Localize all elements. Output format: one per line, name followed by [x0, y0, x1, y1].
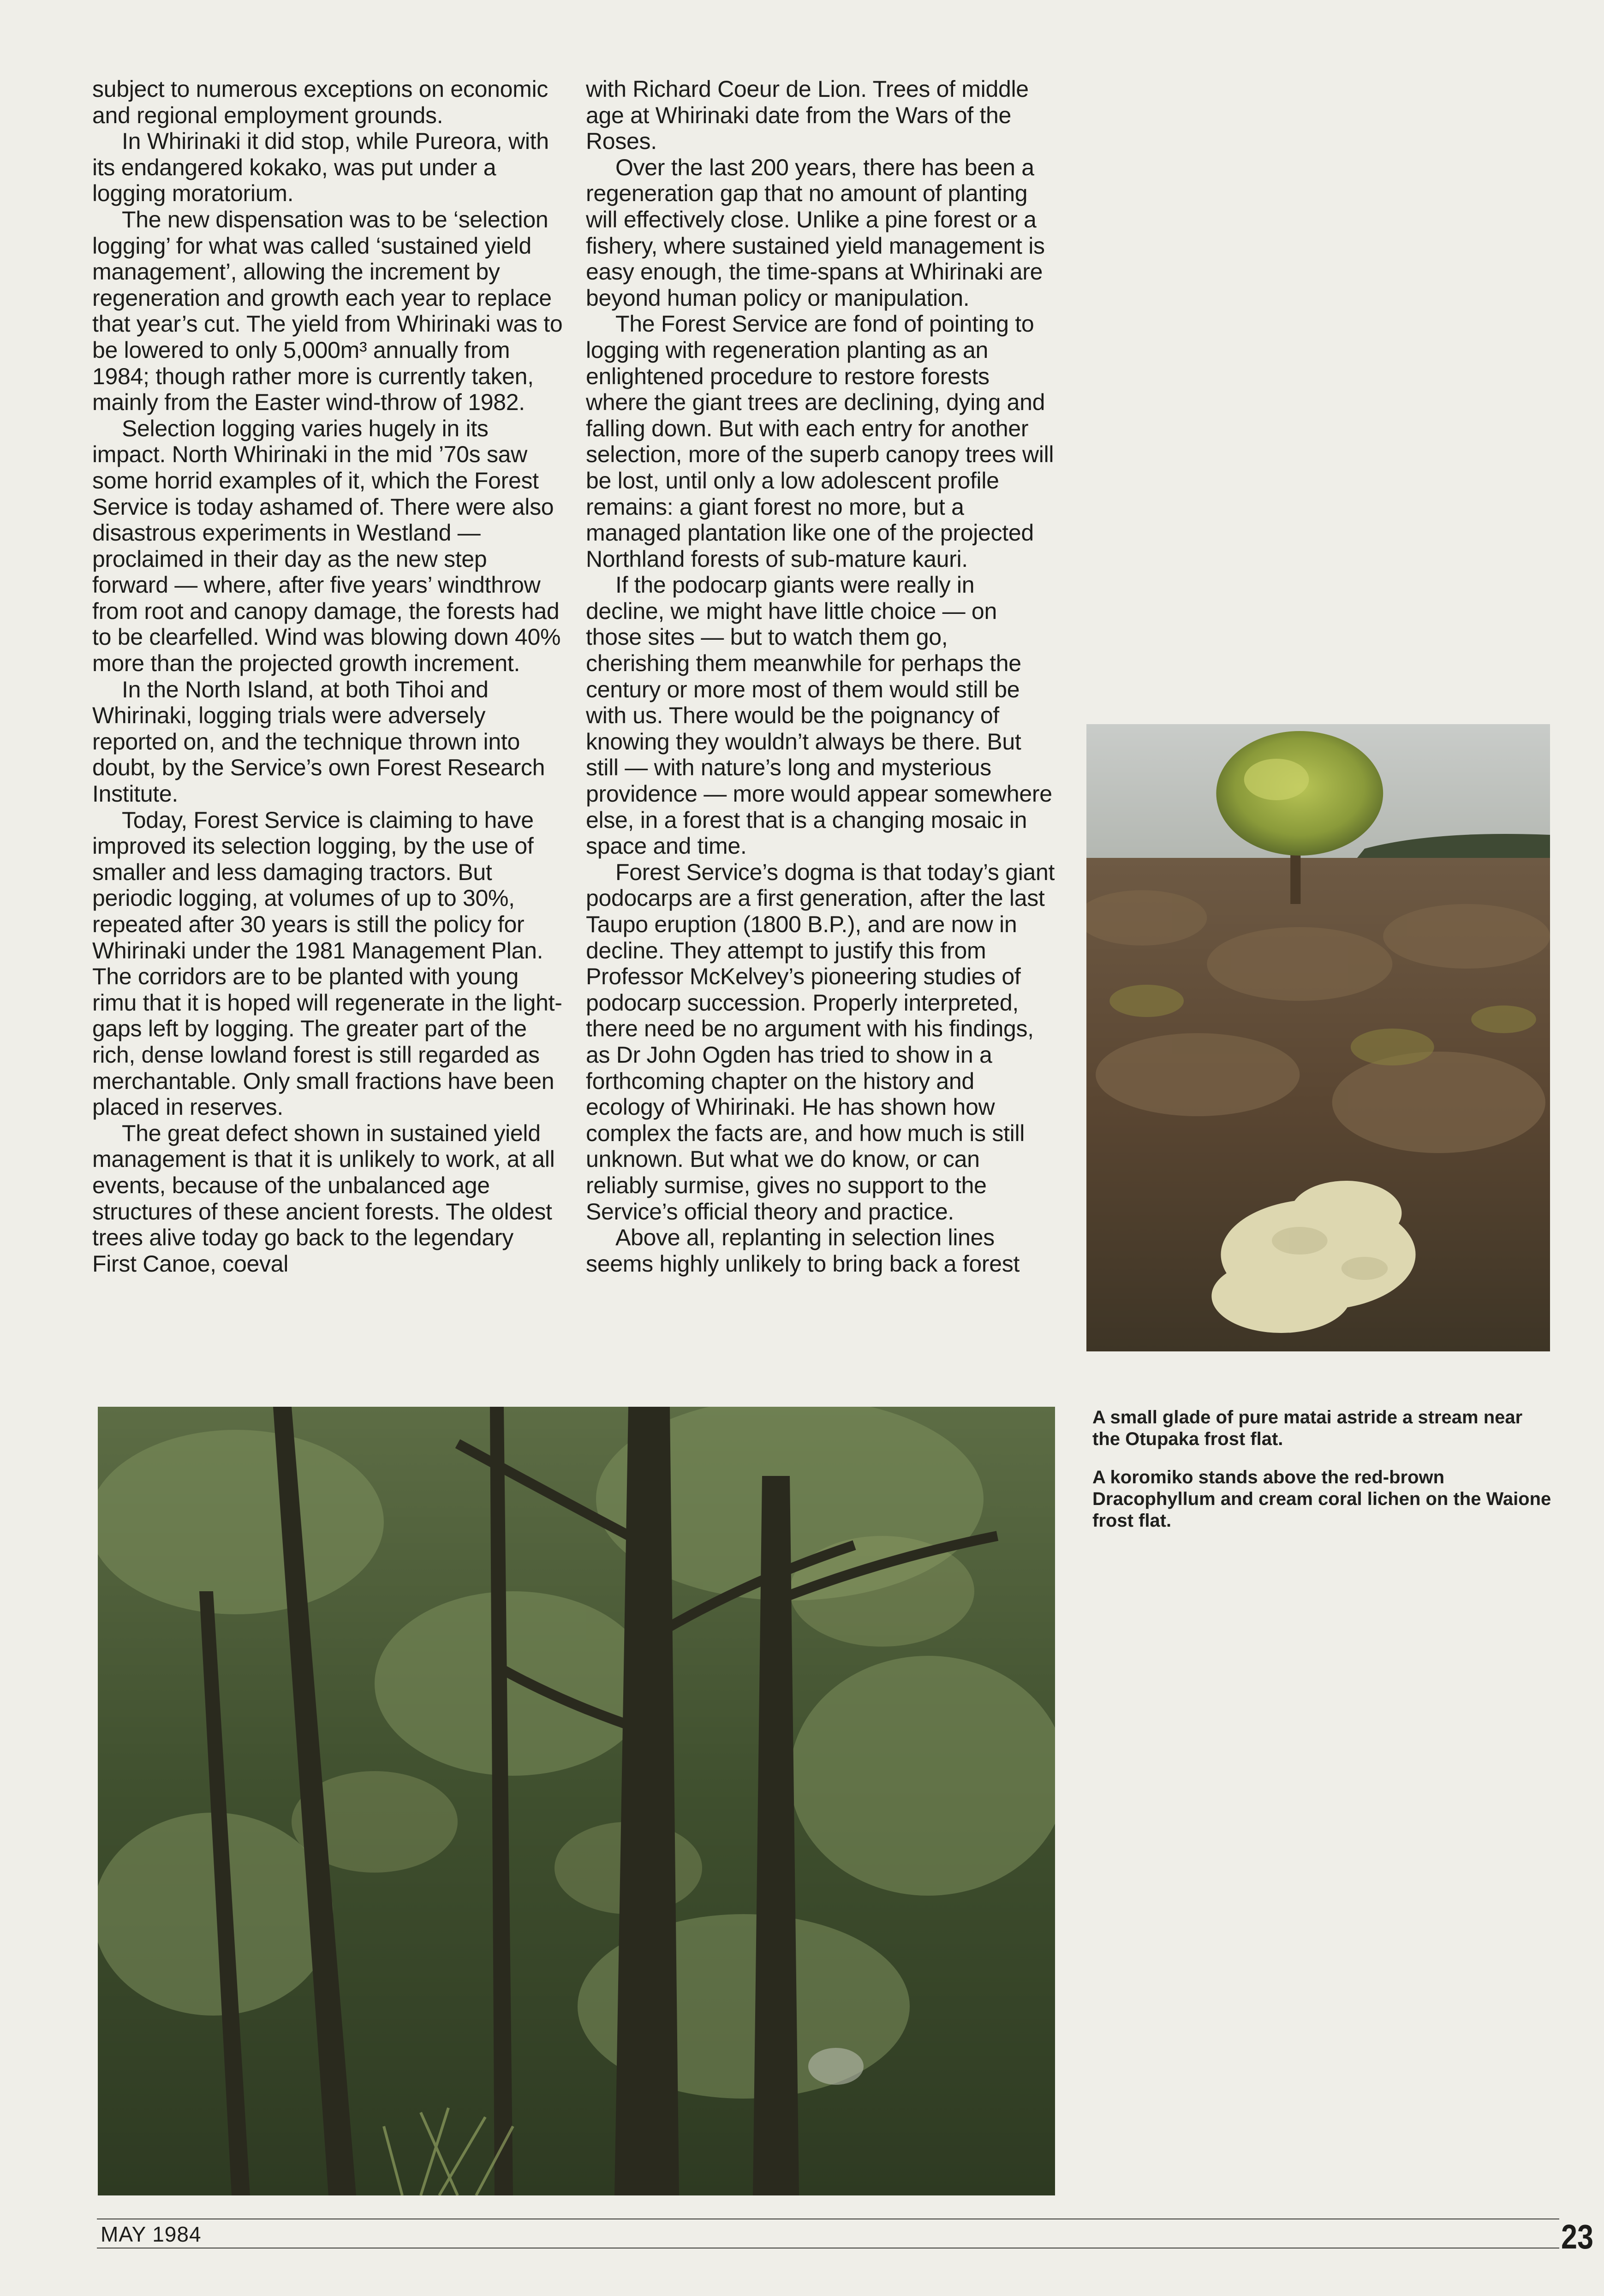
paragraph: In the North Island, at both Tihoi and Whirinaki, logging trials were adversely reported on, and the technique thrown into doubt, by the Service’s own Forest Research Institute. [92, 676, 545, 807]
paragraph: Above all, replanting in selection lines seems highly unlikely to bring back a forest [586, 1225, 1020, 1277]
paragraph: If the podocarp giants were really in decline, we might have little choice — on those sites — but to watch them go, cherishing them meanwhile for perhaps the century or more most of them would still be with us. There would be the poignancy of knowing they wouldn’t always be there. But still — with nature’s long and mysterious providence — more would appear somewhere else, in a forest that is a changing mosaic in space and time. [586, 572, 1052, 859]
matai-forest-photo [98, 1407, 1055, 2195]
caption-forest: A small glade of pure matai astride a stream near the Otupaka frost flat. [1092, 1407, 1523, 1449]
photo-captions [1092, 1407, 1554, 1548]
paragraph: Today, Forest Service is claiming to have improved its selection logging, by the use of smaller and less damaging tractors. But periodic logging, at volumes of up to 30%, repeated after 30 years is still the policy for Whirinaki under the 1981 Management Plan. The corridors are to be planted with young rimu that it is hoped will regenerate in the light-gaps left by logging. The greater part of the rich, dense lowland forest is still regarded as merchantable. Only small fractions have been placed in reserves. [92, 807, 562, 1120]
article-column-left [92, 76, 563, 1277]
article-column-middle [586, 76, 1056, 1277]
paragraph: Over the last 200 years, there has been a regeneration gap that no amount of planting will effectively close. Unlike a pine forest or a fishery, where sustained yield management is easy enough, the time-spans at Whirinaki are beyond human policy or manipulation. [586, 154, 1045, 311]
paragraph: The new dispensation was to be ‘selection logging’ for what was called ‘sustained yield management’, allowing the increment by regeneration and growth each year to replace that year’s cut. The yield from Whirinaki was to be lowered to only 5,000m³ annually from 1984; though rather more is currently taken, mainly from the Easter wind-throw of 1982. [92, 206, 563, 416]
paragraph: Forest Service’s dogma is that today’s giant podocarps are a first generation, after the last Taupo eruption (1800 B.P.), and are now in decline. They attempt to justify this from Professor McKelvey’s pioneering studies of podocarp succession. Properly interpreted, there need be no argument with his findings, as Dr John Ogden has tried to show in a forthcoming chapter on the history and ecology of Whirinaki. He has shown how complex the facts are, and how much is still unknown. But what we do know, or can reliably surmise, gives no support to the Service’s official theory and practice. [586, 859, 1055, 1225]
caption-frost-flat: A koromiko stands above the red-brown Dracophyllum and cream coral lichen on the Waione frost flat. [1092, 1467, 1551, 1531]
paragraph: The Forest Service are fond of pointing to logging with regeneration planting as an enlightened procedure to restore forests where the giant trees are declining, dying and falling down. But with each entry for another selection, more of the superb canopy trees will be lost, until only a low adolescent profile remains: a giant forest no more, but a managed plantation like one of the projected Northland forests of sub-mature kauri. [586, 311, 1054, 572]
paragraph: subject to numerous exceptions on economic and regional employment grounds. [92, 76, 548, 128]
page-number: 23 [1561, 2218, 1593, 2256]
footer-date: MAY 1984 [101, 2222, 202, 2246]
paragraph: In Whirinaki it did stop, while Pureora, with its endangered kokako, was put under a logging moratorium. [92, 128, 549, 207]
paragraph: with Richard Coeur de Lion. Trees of middle age at Whirinaki date from the Wars of the Roses. [586, 76, 1029, 155]
paragraph: Selection logging varies hugely in its impact. North Whirinaki in the mid ’70s saw some horrid examples of it, which the Forest Service is today ashamed of. There were also disastrous experiments in Westland — proclaimed in their day as the new step forward — where, after five years’ windthrow from root and canopy damage, the forests had to be clearfelled. Wind was blowing down 40% more than the projected growth increment. [92, 415, 561, 677]
paragraph: The great defect shown in sustained yield management is that it is unlikely to work, at all events, because of the unbalanced age structures of these ancient forests. The oldest trees alive today go back to the legendary First Canoe, coeval [92, 1120, 555, 1277]
koromiko-frost-flat-photo [1086, 724, 1550, 1351]
